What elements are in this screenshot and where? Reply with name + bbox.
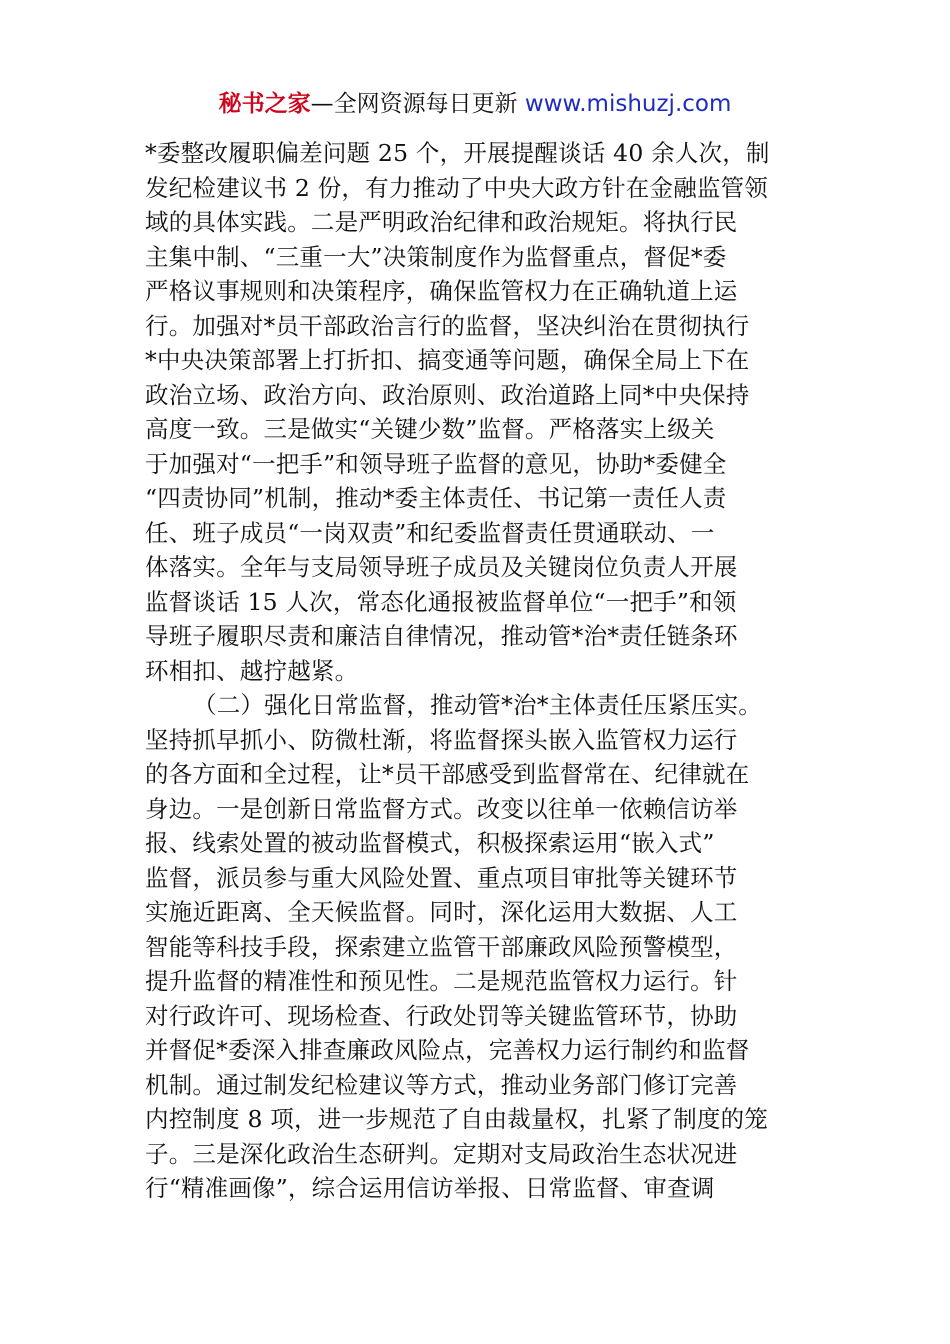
text-line: “四责协同”机制，推动*委主体责任、书记第一责任人责 xyxy=(145,484,727,512)
text-line: 并督促*委深入排查廉政风险点，完善权力运行制约和监督 xyxy=(145,1036,750,1064)
text-line: 行。加强对*员干部政治言行的监督，坚决纠治在贯彻执行 xyxy=(145,311,750,340)
text-line: 发纪检建议书 2 份，有力推动了中央大政方针在金融监管领 xyxy=(145,173,768,202)
text-line: 报、线索处置的被动监督模式，积极探索运用“嵌入式” xyxy=(145,829,715,857)
section-heading-line: （二）强化日常监督，推动管*治*主体责任压紧压实。 xyxy=(193,691,762,719)
text-line: 的各方面和全过程，让*员干部感受到监督常在、纪律就在 xyxy=(145,760,750,788)
site-header xyxy=(0,84,950,124)
text-line: 体落实。全年与支局领导班子成员及关键岗位负责人开展 xyxy=(145,553,738,581)
text-line: 对行政许可、现场检查、行政处罚等关键监管环节，协助 xyxy=(145,1001,738,1030)
text-line: 域的具体实践。二是严明政治纪律和政治规矩。将执行民 xyxy=(145,208,738,236)
site-tagline: —全网资源每日更新 xyxy=(310,91,525,117)
text-line: 环相扣、越拧越紧。 xyxy=(145,656,359,685)
text-line: 高度一致。三是做实“关键少数”监督。严格落实上级关 xyxy=(145,415,715,443)
text-line: 提升监督的精准性和预见性。二是规范监管权力运行。针 xyxy=(145,967,738,995)
text-line: 子。三是深化政治生态研判。定期对支局政治生态状况进 xyxy=(145,1139,738,1168)
text-line: 导班子履职尽责和廉洁自律情况，推动管*治*责任链条环 xyxy=(145,622,738,650)
text-line: 内控制度 8 项，进一步规范了自由裁量权，扎紧了制度的笼 xyxy=(145,1105,768,1133)
text-line: 实施近距离、全天候监督。同时，深化运用大数据、人工 xyxy=(145,898,738,926)
text-line: 监督谈话 15 人次，常态化通报被监督单位“一把手”和领 xyxy=(145,587,737,616)
text-line: 政治立场、政治方向、政治原则、政治道路上同*中央保持 xyxy=(145,380,750,409)
document-body xyxy=(145,136,815,1206)
text-line: 监督，派员参与重大风险处置、重点项目审批等关键环节 xyxy=(145,863,738,892)
text-line: *中央决策部署上打折扣、搞变通等问题，确保全局上下在 xyxy=(145,346,750,374)
text-line: 严格议事规则和决策程序，确保监管权力在正确轨道上运 xyxy=(145,277,738,305)
text-line: 于加强对“一把手”和领导班子监督的意见，协助*委健全 xyxy=(145,449,727,478)
text-line: 行“精准画像”，综合运用信访举报、日常监督、审查调 xyxy=(145,1174,715,1202)
text-line: 任、班子成员“一岗双责”和纪委监督责任贯通联动、一 xyxy=(145,518,715,547)
text-line: 智能等科技手段，探索建立监管干部廉政风险预警模型， xyxy=(145,932,738,961)
site-url-link[interactable]: www.mishuzj.com xyxy=(524,91,732,117)
text-line: 机制。通过制发纪检建议等方式，推动业务部门修订完善 xyxy=(145,1070,738,1099)
text-line: 主集中制、“三重一大”决策制度作为监督重点，督促*委 xyxy=(145,242,727,271)
site-brand: 秘书之家 xyxy=(218,91,311,117)
text-line: *委整改履职偏差问题 25 个，开展提醒谈话 40 余人次，制 xyxy=(145,139,770,167)
text-line: 身边。一是创新日常监督方式。改变以往单一依赖信访举 xyxy=(145,794,738,823)
text-line: 坚持抓早抓小、防微杜渐，将监督探头嵌入监管权力运行 xyxy=(145,725,738,754)
